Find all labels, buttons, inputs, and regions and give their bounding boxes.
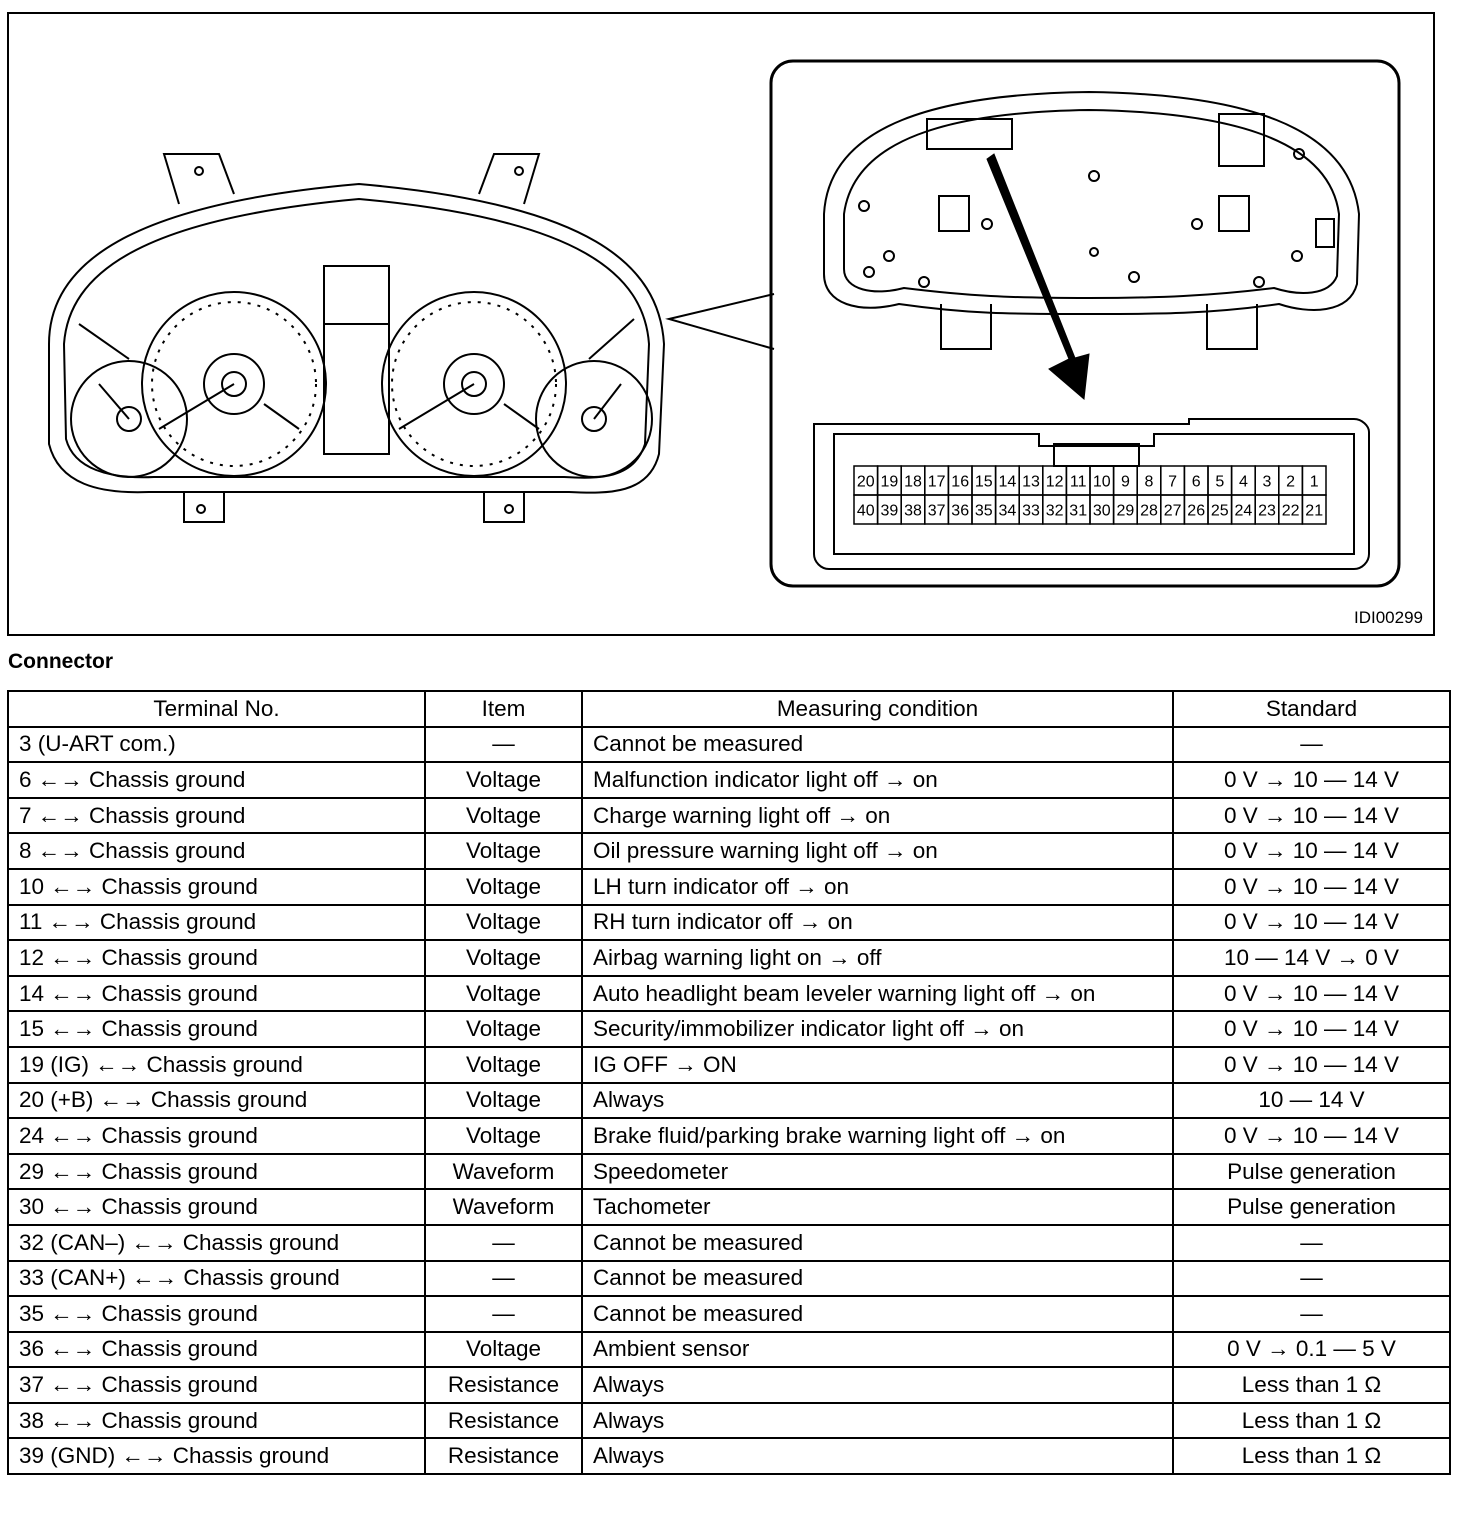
table-row (8, 1403, 1450, 1439)
terminal-cell: 11 ←→ Chassis ground (8, 905, 425, 941)
table-row (8, 798, 1450, 834)
condition-cell: Always (582, 1083, 1173, 1119)
condition-cell: Always (582, 1403, 1173, 1439)
table-row (8, 762, 1450, 798)
table-row (8, 833, 1450, 869)
terminal-cell: 20 (+B) ←→ Chassis ground (8, 1083, 425, 1119)
standard-cell: 0 V → 10 — 14 V (1173, 1047, 1450, 1083)
condition-cell: Airbag warning light on → off (582, 940, 1173, 976)
terminal-cell: 35 ←→ Chassis ground (8, 1296, 425, 1332)
connector-pin-label: 34 (998, 502, 1017, 520)
connector-pin-label: 40 (856, 502, 875, 520)
pointer-arrow-icon (987, 154, 1089, 399)
connector-pin-label: 16 (951, 473, 970, 491)
table-header-row (8, 691, 1450, 727)
item-cell: Voltage (425, 762, 582, 798)
standard-cell: — (1173, 1296, 1450, 1332)
connector-table (7, 690, 1451, 1475)
connector-pin-label: 3 (1262, 473, 1272, 491)
terminal-cell: 14 ←→ Chassis ground (8, 976, 425, 1012)
table-row (8, 1189, 1450, 1225)
standard-cell: 0 V → 10 — 14 V (1173, 905, 1450, 941)
standard-cell: Pulse generation (1173, 1189, 1450, 1225)
standard-cell: 0 V → 10 — 14 V (1173, 833, 1450, 869)
connector-pin-label: 9 (1120, 473, 1130, 491)
terminal-cell: 39 (GND) ←→ Chassis ground (8, 1438, 425, 1474)
connector-pin-label: 29 (1116, 502, 1135, 520)
connector-pin-label: 31 (1069, 502, 1088, 520)
item-cell: Waveform (425, 1189, 582, 1225)
standard-cell: — (1173, 1225, 1450, 1261)
item-cell: Resistance (425, 1403, 582, 1439)
header-item: Item (425, 691, 582, 727)
condition-cell: Oil pressure warning light off → on (582, 833, 1173, 869)
meter-front-view (49, 154, 664, 522)
table-row (8, 976, 1450, 1012)
connector-pin-label: 30 (1092, 502, 1111, 520)
connector-pin-label: 18 (904, 473, 922, 491)
connector-pin-label: 32 (1045, 502, 1064, 520)
connector-pin-label: 21 (1305, 502, 1324, 520)
condition-cell: Cannot be measured (582, 1225, 1173, 1261)
terminal-cell: 15 ←→ Chassis ground (8, 1011, 425, 1047)
item-cell: — (425, 727, 582, 763)
item-cell: Resistance (425, 1438, 582, 1474)
terminal-cell: 19 (IG) ←→ Chassis ground (8, 1047, 425, 1083)
item-cell: Voltage (425, 905, 582, 941)
standard-cell: — (1173, 1261, 1450, 1297)
table-row (8, 1438, 1450, 1474)
connector-pin-label: 28 (1140, 502, 1158, 520)
connector-pin-label: 23 (1258, 502, 1276, 520)
header-condition: Measuring condition (582, 691, 1173, 727)
condition-cell: Cannot be measured (582, 1261, 1173, 1297)
item-cell: — (425, 1225, 582, 1261)
header-standard: Standard (1173, 691, 1450, 727)
connector-pin-label: 8 (1144, 473, 1154, 491)
item-cell: Voltage (425, 1332, 582, 1368)
item-cell: Voltage (425, 798, 582, 834)
terminal-cell: 38 ←→ Chassis ground (8, 1403, 425, 1439)
terminal-cell: 8 ←→ Chassis ground (8, 833, 425, 869)
condition-cell: Tachometer (582, 1189, 1173, 1225)
condition-cell: Speedometer (582, 1154, 1173, 1190)
condition-cell: Always (582, 1438, 1173, 1474)
section-title: Connector (8, 650, 113, 673)
connector-pin-label: 33 (1022, 502, 1040, 520)
table-row (8, 905, 1450, 941)
connector-pin-label: 15 (974, 473, 993, 491)
combination-meter-figure (7, 12, 1435, 636)
standard-cell: Less than 1 Ω (1173, 1367, 1450, 1403)
terminal-cell: 6 ←→ Chassis ground (8, 762, 425, 798)
item-cell: — (425, 1296, 582, 1332)
table-row (8, 869, 1450, 905)
connector-pin-label: 7 (1168, 473, 1178, 491)
standard-cell: 0 V → 10 — 14 V (1173, 798, 1450, 834)
item-cell: Voltage (425, 869, 582, 905)
table-row (8, 1261, 1450, 1297)
connector-pin-label: 39 (880, 502, 899, 520)
condition-cell: Ambient sensor (582, 1332, 1173, 1368)
connector-pin-label: 2 (1286, 473, 1296, 491)
condition-cell: Malfunction indicator light off → on (582, 762, 1173, 798)
condition-cell: Always (582, 1367, 1173, 1403)
standard-cell: 10 — 14 V (1173, 1083, 1450, 1119)
standard-cell: — (1173, 727, 1450, 763)
connector-pin-label: 5 (1215, 473, 1225, 491)
connector-pin-label: 27 (1163, 502, 1182, 520)
standard-cell: 0 V → 10 — 14 V (1173, 762, 1450, 798)
table-row (8, 1047, 1450, 1083)
terminal-cell: 36 ←→ Chassis ground (8, 1332, 425, 1368)
item-cell: Voltage (425, 1047, 582, 1083)
terminal-cell: 3 (U-ART com.) (8, 727, 425, 763)
connector-pin-label: 11 (1069, 473, 1087, 491)
condition-cell: Brake fluid/parking brake warning light off → on (582, 1118, 1173, 1154)
terminal-cell: 33 (CAN+) ←→ Chassis ground (8, 1261, 425, 1297)
connector-pin-label: 1 (1309, 473, 1319, 491)
connector-pin-label: 10 (1092, 473, 1111, 491)
terminal-cell: 37 ←→ Chassis ground (8, 1367, 425, 1403)
item-cell: Voltage (425, 976, 582, 1012)
connector-pin-label: 22 (1281, 502, 1300, 520)
standard-cell: 0 V → 10 — 14 V (1173, 1011, 1450, 1047)
connector-pin-label: 19 (880, 473, 899, 491)
connector-pin-label: 24 (1234, 502, 1253, 520)
header-terminal: Terminal No. (8, 691, 425, 727)
condition-cell: Cannot be measured (582, 727, 1173, 763)
condition-cell: RH turn indicator off → on (582, 905, 1173, 941)
condition-cell: Cannot be measured (582, 1296, 1173, 1332)
standard-cell: Less than 1 Ω (1173, 1403, 1450, 1439)
item-cell: Resistance (425, 1367, 582, 1403)
connector-pin-label: 37 (927, 502, 946, 520)
connector-pin-label: 4 (1238, 473, 1248, 491)
condition-cell: Security/immobilizer indicator light off → on (582, 1011, 1173, 1047)
connector-pin-label: 14 (998, 473, 1017, 491)
condition-cell: Auto headlight beam leveler warning light off → on (582, 976, 1173, 1012)
table-row (8, 940, 1450, 976)
connector-pin-label: 35 (974, 502, 993, 520)
standard-cell: Less than 1 Ω (1173, 1438, 1450, 1474)
item-cell: Voltage (425, 1083, 582, 1119)
item-cell: Voltage (425, 940, 582, 976)
condition-cell: Charge warning light off → on (582, 798, 1173, 834)
standard-cell: 0 V → 10 — 14 V (1173, 869, 1450, 905)
connector-pin-label: 38 (904, 502, 922, 520)
table-row (8, 1296, 1450, 1332)
terminal-cell: 32 (CAN–) ←→ Chassis ground (8, 1225, 425, 1261)
condition-cell: IG OFF → ON (582, 1047, 1173, 1083)
item-cell: Voltage (425, 833, 582, 869)
connector-pin-label: 26 (1187, 502, 1206, 520)
terminal-cell: 30 ←→ Chassis ground (8, 1189, 425, 1225)
connector-pin-label: 36 (951, 502, 970, 520)
item-cell: Voltage (425, 1011, 582, 1047)
standard-cell: 0 V → 10 — 14 V (1173, 1118, 1450, 1154)
standard-cell: 10 — 14 V → 0 V (1173, 940, 1450, 976)
condition-cell: LH turn indicator off → on (582, 869, 1173, 905)
connector-pin-label: 25 (1210, 502, 1229, 520)
table-row (8, 1225, 1450, 1261)
terminal-cell: 29 ←→ Chassis ground (8, 1154, 425, 1190)
table-row (8, 1011, 1450, 1047)
item-cell: Waveform (425, 1154, 582, 1190)
item-cell: — (425, 1261, 582, 1297)
table-row (8, 1083, 1450, 1119)
standard-cell: Pulse generation (1173, 1154, 1450, 1190)
table-row (8, 1118, 1450, 1154)
connector-pin-label: 6 (1191, 473, 1201, 491)
connector-pin-label: 17 (927, 473, 946, 491)
terminal-cell: 12 ←→ Chassis ground (8, 940, 425, 976)
terminal-cell: 24 ←→ Chassis ground (8, 1118, 425, 1154)
standard-cell: 0 V → 0.1 — 5 V (1173, 1332, 1450, 1368)
item-cell: Voltage (425, 1118, 582, 1154)
connector-pin-label: 20 (856, 473, 875, 491)
terminal-cell: 7 ←→ Chassis ground (8, 798, 425, 834)
table-row (8, 1154, 1450, 1190)
callout-pointer (669, 294, 774, 349)
combination-meter-illustration (9, 14, 1437, 638)
standard-cell: 0 V → 10 — 14 V (1173, 976, 1450, 1012)
table-row (8, 1367, 1450, 1403)
figure-id: IDI00299 (1354, 608, 1423, 627)
connector-pin-label: 12 (1045, 473, 1064, 491)
connector-pin-label: 13 (1022, 473, 1040, 491)
connector-pin-grid (854, 466, 1326, 524)
terminal-cell: 10 ←→ Chassis ground (8, 869, 425, 905)
table-row (8, 727, 1450, 763)
table-row (8, 1332, 1450, 1368)
